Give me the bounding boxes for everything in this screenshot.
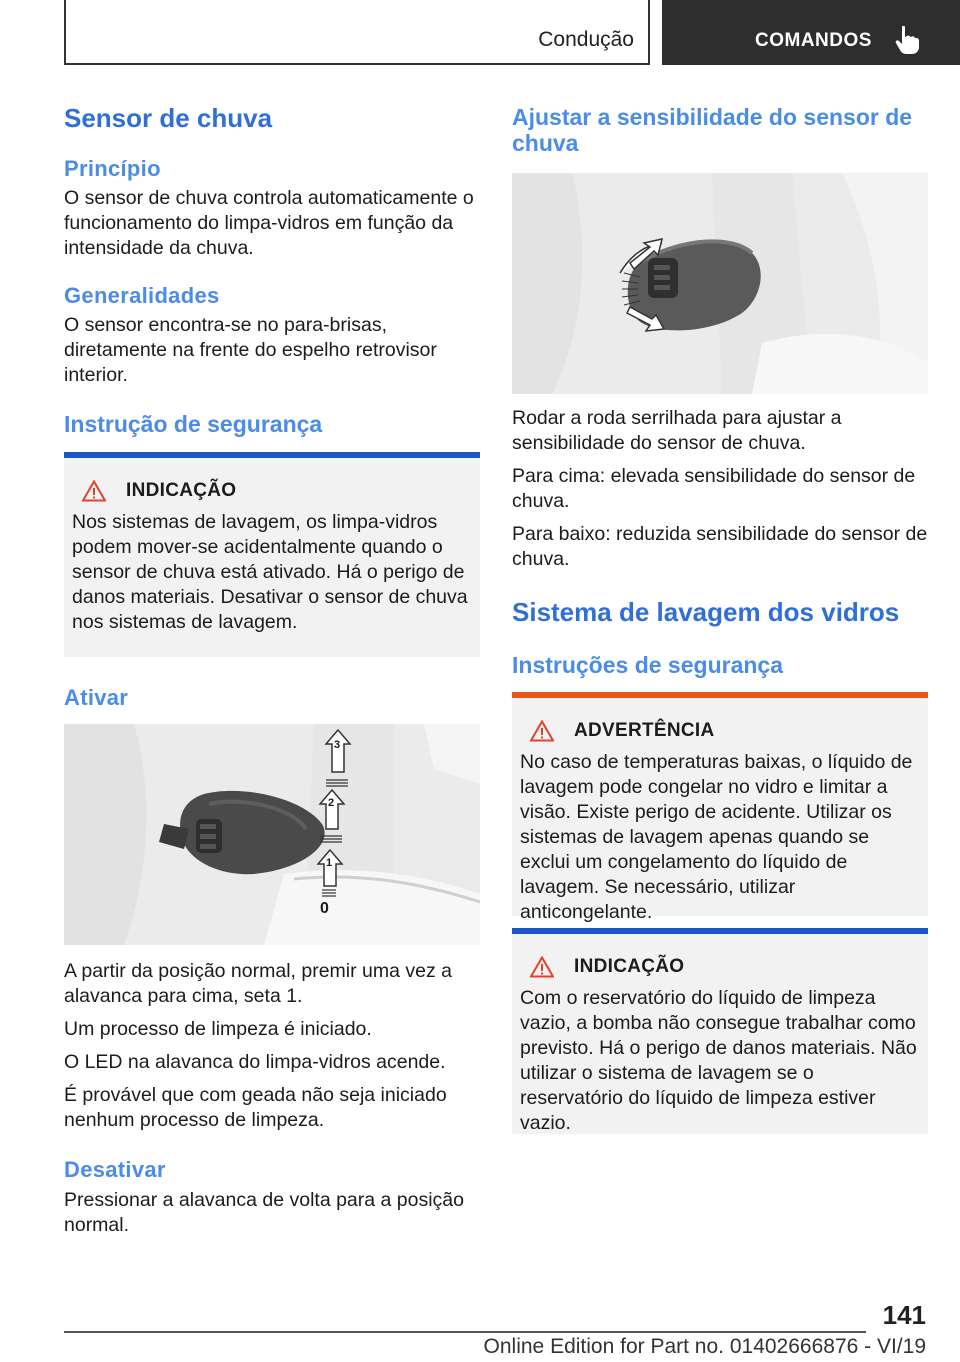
figure-label-3: 3: [334, 739, 341, 752]
chapter-tab[interactable]: [662, 0, 960, 65]
sensitivity-down: Para baixo: reduzida sensibilidade do sensor de chuva.: [512, 522, 928, 570]
hand-pointer-icon: [894, 25, 920, 55]
chapter-title: COMANDOS: [755, 30, 872, 51]
right-column: [512, 98, 928, 1134]
general-text: O sensor encontra-se no para-brisas, diretamente na frente do espelho retrovisor interior.: [64, 314, 437, 387]
wheel-figure: [512, 173, 928, 394]
note2-title: INDICAÇÃO: [574, 956, 685, 978]
note-title: INDICAÇÃO: [126, 479, 237, 501]
edition-text: Online Edition for Part no. 01402666876 - VI/19: [483, 1335, 926, 1358]
heading-wash-safety: Instruções de segurança: [512, 651, 783, 678]
activate-step-1: A partir da posição normal, premir uma vez a alavanca para cima, seta 1.: [64, 960, 453, 1008]
note-box: [64, 452, 480, 657]
left-column: [64, 98, 480, 1238]
section-title: Condução: [538, 28, 634, 51]
warning-triangle-icon: [530, 720, 554, 742]
sensitivity-up: Para cima: elevada sensibilidade do sensor de chuva.: [512, 464, 916, 512]
figure-label-1: 1: [326, 857, 333, 870]
note-text: Nos sistemas de lavagem, os limpa-vidros podem mover-se acidentalmente quando o sensor de chuva está ativado. Há o perigo de danos materiais. Desativar o sensor de chuva nos sistemas de lavagem.: [72, 510, 468, 633]
activate-step-3: O LED na alavanca do limpa-vidros acende.: [64, 1051, 446, 1074]
section-heading-rain-sensor: Sensor de chuva: [64, 103, 273, 133]
lever-figure: [64, 724, 480, 945]
heading-activate: Ativar: [64, 684, 129, 710]
heading-general: Generalidades: [64, 283, 220, 309]
figure-label-2: 2: [328, 797, 335, 810]
activate-step-2: Um processo de limpeza é iniciado.: [64, 1018, 372, 1041]
figure-label-0: 0: [320, 900, 329, 918]
footer-divider: [64, 1331, 866, 1333]
warning-title: ADVERTÊNCIA: [574, 720, 715, 742]
deactivate-text: Pressionar a alavanca de volta para a posição normal.: [64, 1188, 464, 1236]
principle-text: O sensor de chuva controla automaticamente o funcionamento do limpa-vidros em função da intensidade da chuva.: [64, 187, 474, 260]
heading-safety: Instrução de segurança: [64, 411, 323, 438]
warning-box: [512, 692, 928, 924]
heading-sensitivity: Ajustar a sensibilidade do sensor de chuva: [512, 104, 913, 157]
note2-text: Com o reservatório do líquido de limpeza vazio, a bomba não consegue trabalhar como previsto. Há o perigo de danos materiais. Não utilizar o sistema de lavagem se o reservatório do líquido de limpeza estiver vazio.: [520, 987, 917, 1135]
heading-washer-system: Sistema de lavagem dos vidros: [512, 596, 900, 627]
warning-text: No caso de temperaturas baixas, o líquido de lavagem pode congelar no vidro e limitar a visão. Existe perigo de acidente. Utilizar os sistemas de lavagem apenas quando se exclui um congelamento do líquido de lavagem. Se necessário, utilizar anticongelante.: [520, 751, 913, 924]
lever-illustration: [64, 724, 480, 945]
sensitivity-text: Rodar a roda serrilhada para ajustar a sensibilidade do sensor de chuva.: [512, 406, 842, 454]
warning-triangle-icon: [82, 480, 106, 502]
note-box-2: [512, 928, 928, 1134]
header-section-box: [64, 0, 650, 65]
page-number: 141: [882, 1300, 926, 1330]
heading-deactivate: Desativar: [64, 1157, 166, 1183]
activate-note: É provável que com geada não seja iniciado nenhum processo de limpeza.: [64, 1084, 447, 1132]
warning-triangle-icon: [530, 956, 554, 978]
wheel-illustration: [512, 173, 928, 394]
heading-principle: Princípio: [64, 155, 161, 181]
